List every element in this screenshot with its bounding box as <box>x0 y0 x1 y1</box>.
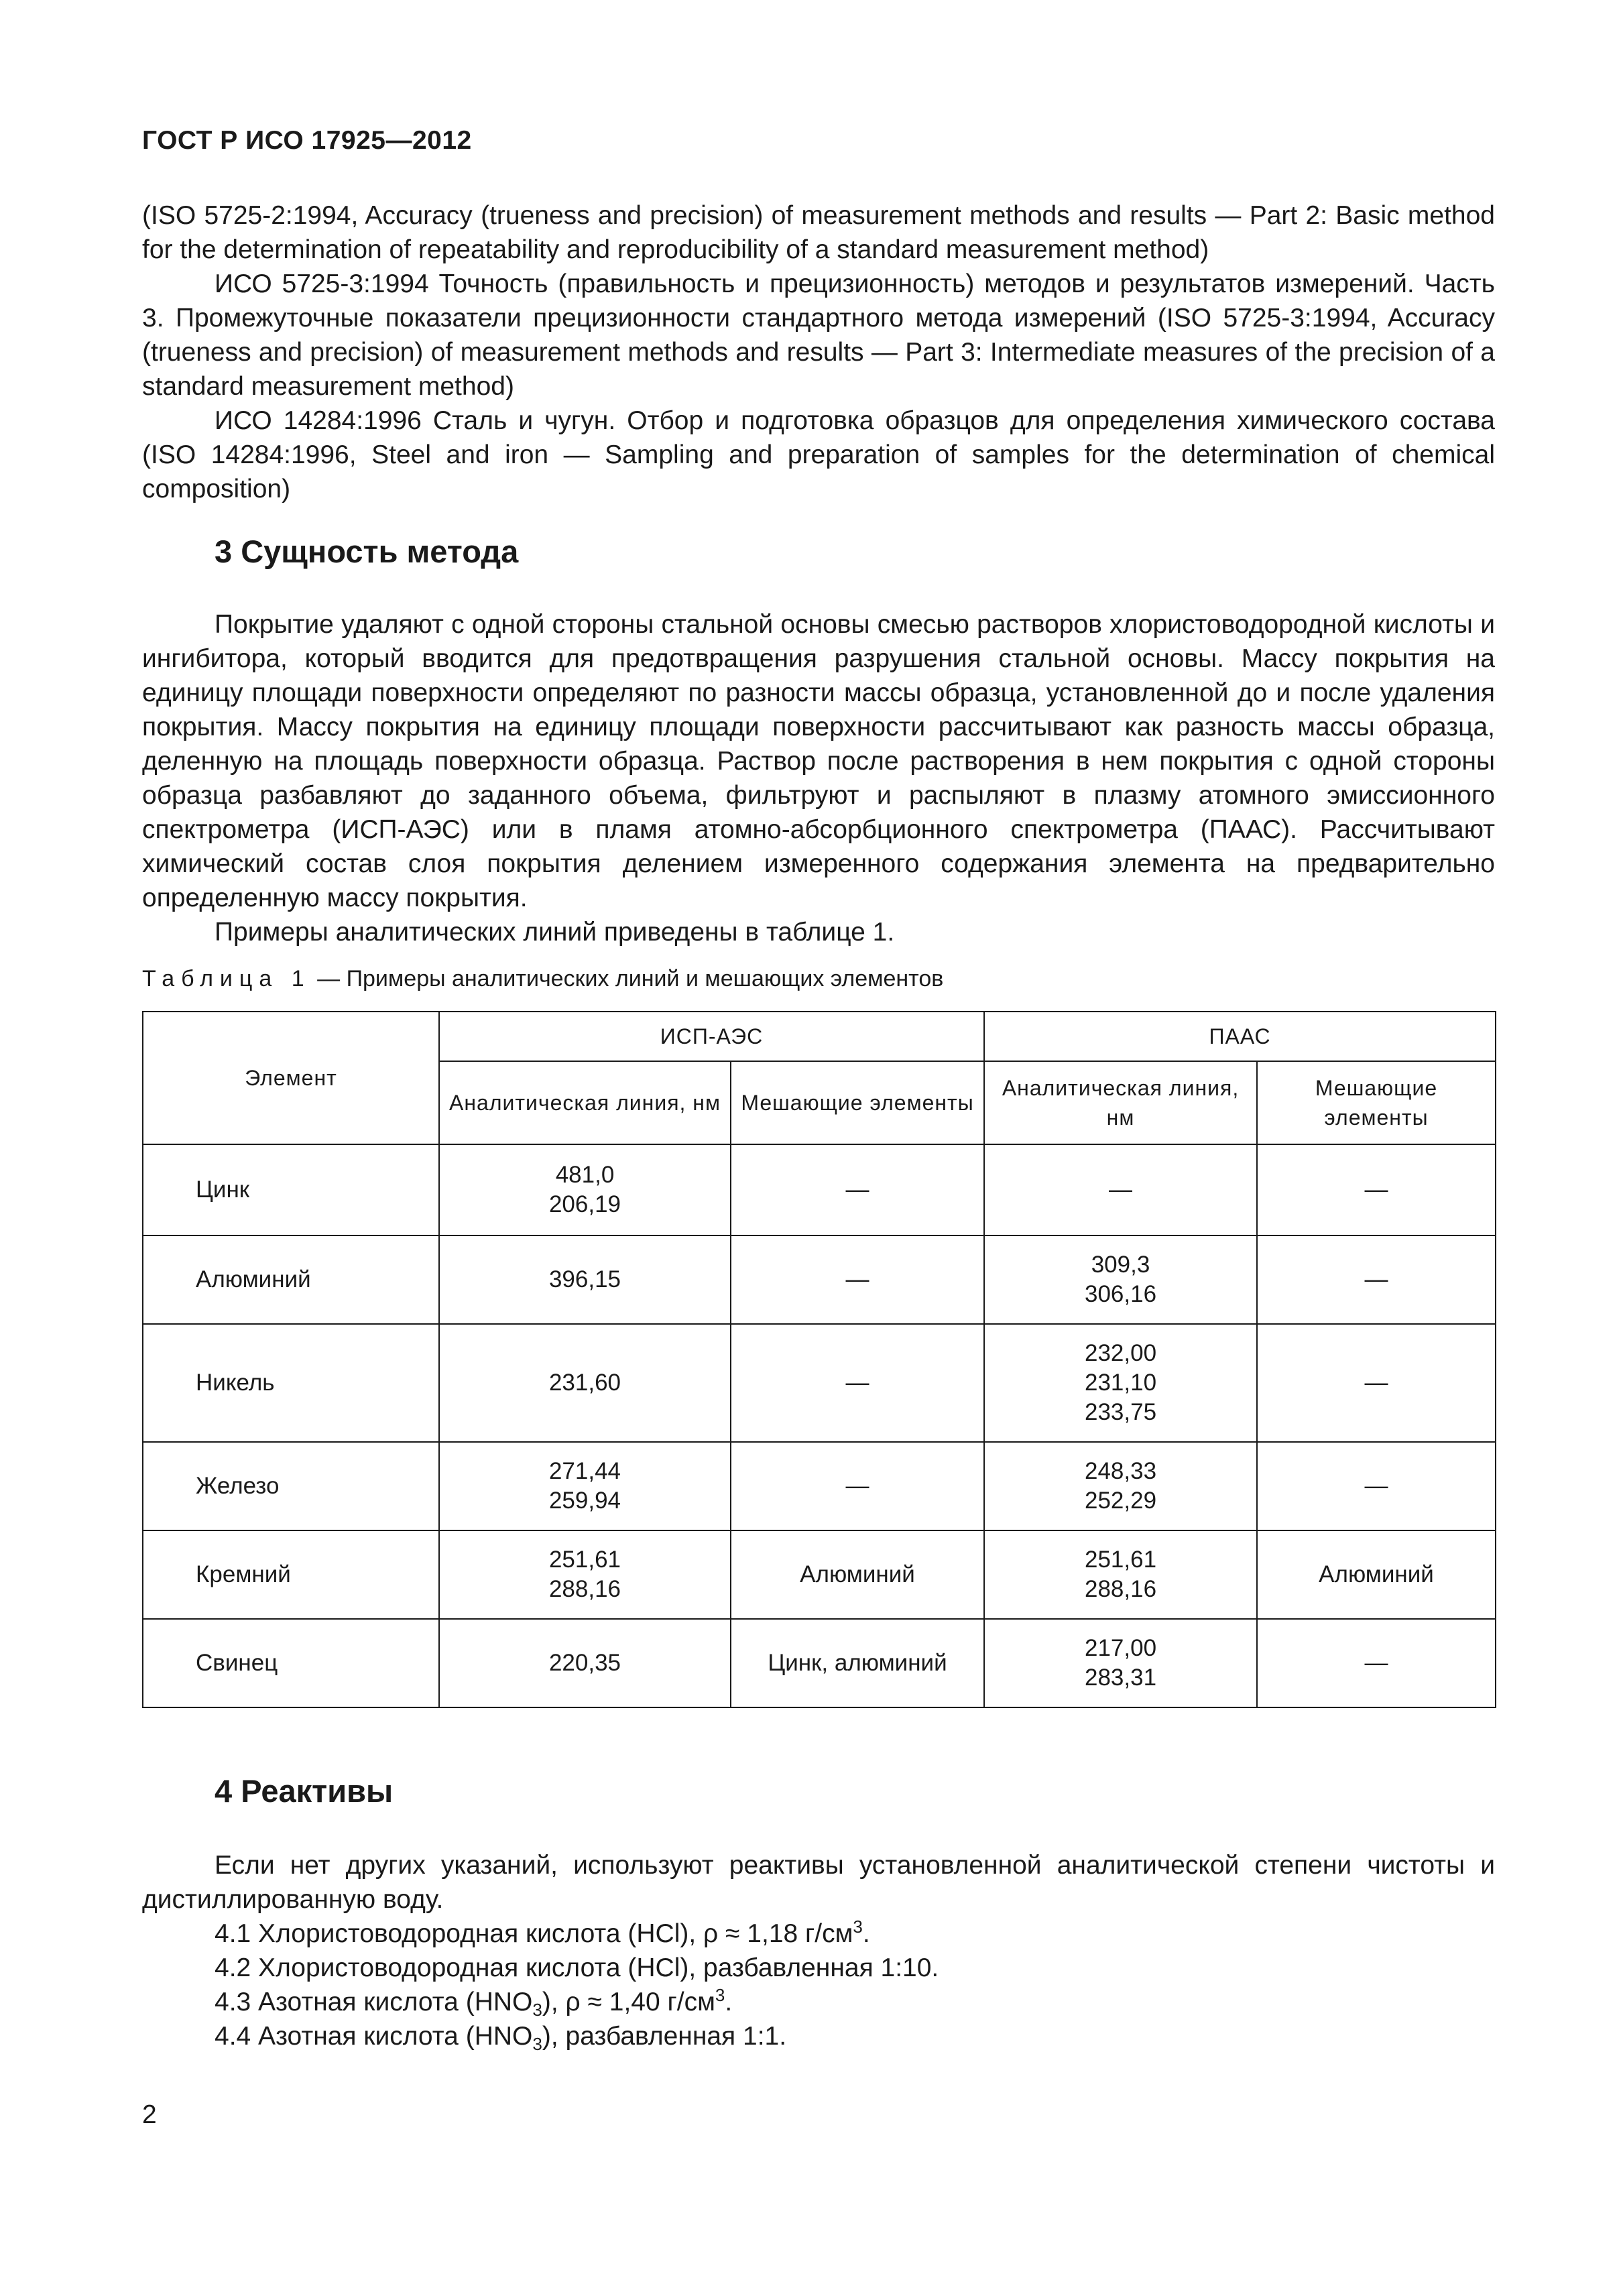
cell-icp-line: 251,61 288,16 <box>439 1530 731 1619</box>
cell-aas-line: 248,33 252,29 <box>984 1442 1257 1530</box>
cell-element: Кремний <box>143 1530 439 1619</box>
cell-icp-interfering: — <box>731 1144 984 1235</box>
cell-aas-line: 232,00 231,10 233,75 <box>984 1324 1257 1442</box>
section-3-paragraph: Покрытие удаляют с одной стороны стальной основы смесью растворов хлористоводородной кислоты и ингибитора, который вводится для предотвращения разрушения стальной основы. Массу покрытия на единицу площади поверхности определяют по разности массы образца, установленной до и после удаления покрытия. Массу покрытия на единицу площади поверхности рассчитывают как разность массы образца, деленную на площадь поверхности образца. Раствор после растворения в нем покрытия с одной стороны образца разбавляют до заданного объема, фильтруют и распыляют в плазму атомного эмиссионного спектрометра (ИСП-АЭС) или в пламя атомно-абсорбционного спектрометра (ПААС). Рассчитывают химический состав слоя покрытия делением измеренного содержания элемента на предварительно определенную массу покрытия. <box>142 610 1495 912</box>
reference-paragraph: (ISO 5725-2:1994, Accuracy (trueness and precision) of measurement methods and results — Part 2: Basic method for the determination of repeatability and reproducibility of a standard measurement method) <box>142 201 1495 264</box>
cell-aas-interfering: — <box>1257 1144 1496 1235</box>
header-icp-aes: ИСП-АЭС <box>439 1012 984 1061</box>
cell-aas-line: 251,61 288,16 <box>984 1530 1257 1619</box>
cell-element: Свинец <box>143 1619 439 1707</box>
section-3-heading: 3 Сущность метода <box>215 534 519 569</box>
cell-icp-line: 231,60 <box>439 1324 731 1442</box>
cell-icp-interfering: — <box>731 1442 984 1530</box>
table-body <box>143 1144 1496 1707</box>
page-number: 2 <box>142 2100 157 2129</box>
header-aas-interfering: Мешающие элементы <box>1257 1061 1496 1144</box>
cell-icp-interfering: — <box>731 1235 984 1324</box>
cell-aas-interfering: — <box>1257 1619 1496 1707</box>
header-aas-line: Аналитическая линия, нм <box>984 1061 1257 1144</box>
cell-icp-interfering: — <box>731 1324 984 1442</box>
table-row <box>143 1324 1496 1442</box>
cell-aas-line: 309,3 306,16 <box>984 1235 1257 1324</box>
analytical-lines-table <box>142 1011 1496 1708</box>
table-row <box>143 1144 1496 1235</box>
header-faas: ПААС <box>984 1012 1496 1061</box>
table-caption-text: — Примеры аналитических линий и мешающих элементов <box>310 966 944 991</box>
section-4-intro: Если нет других указаний, используют реактивы установленной аналитической степени чистоты и дистиллированную воду. <box>142 1851 1495 1914</box>
header-icp-line: Аналитическая линия, нм <box>439 1061 731 1144</box>
cell-icp-line: 271,44 259,94 <box>439 1442 731 1530</box>
section-3-paragraph: Примеры аналитических линий приведены в таблице 1. <box>215 918 895 947</box>
page-content <box>142 198 1495 2053</box>
cell-icp-line: 396,15 <box>439 1235 731 1324</box>
table-row <box>143 1530 1496 1619</box>
reagent-item: 4.1 Хлористоводородная кислота (HCl), ρ ≈ 1,18 $г/см^3$. <box>215 1917 870 1948</box>
cell-element: Цинк <box>143 1144 439 1235</box>
cell-element: Никель <box>143 1324 439 1442</box>
cell-icp-line: 481,0 206,19 <box>439 1144 731 1235</box>
table-row <box>143 1442 1496 1530</box>
section-4-heading: 4 Реактивы <box>215 1773 394 1809</box>
cell-element: Алюминий <box>143 1235 439 1324</box>
reagent-item: 4.4 Азотная кислота $(HNO_3)$, разбавленная 1:1. <box>215 2022 787 2054</box>
table-caption-label: Таблица 1 <box>142 966 311 991</box>
cell-aas-interfering: — <box>1257 1324 1496 1442</box>
table-row <box>143 1235 1496 1324</box>
reagent-item: 4.3 Азотная кислота $(HNO_3)$, ρ ≈ 1,40 $г/см^3$. <box>215 1985 733 2020</box>
cell-aas-line: 217,00 283,31 <box>984 1619 1257 1707</box>
cell-aas-interfering: — <box>1257 1442 1496 1530</box>
cell-icp-line: 220,35 <box>439 1619 731 1707</box>
document-header: ГОСТ Р ИСО 17925—2012 <box>142 126 472 155</box>
cell-element: Железо <box>143 1442 439 1530</box>
reference-paragraph: ИСО 14284:1996 Сталь и чугун. Отбор и подготовка образцов для определения химического состава (ISO 14284:1996, Steel and iron — Sampling and preparation of samples for the determination of chemical composition) <box>142 406 1495 503</box>
header-icp-interfering: Мешающие элементы <box>731 1061 984 1144</box>
reference-paragraph: ИСО 5725-3:1994 Точность (правильность и прецизионность) методов и результатов измерений. Часть 3. Промежуточные показатели прецизионности стандартного метода измерений (ISO 5725-3:1994, Accuracy (trueness and precision) of measurement methods and results — Part 3: Intermediate measures of the precision of a standard measurement method) <box>142 269 1495 401</box>
cell-aas-interfering: — <box>1257 1235 1496 1324</box>
table-caption <box>142 965 1495 992</box>
cell-icp-interfering: Цинк, алюминий <box>731 1619 984 1707</box>
cell-aas-interfering: Алюминий <box>1257 1530 1496 1619</box>
table-row <box>143 1619 1496 1707</box>
cell-aas-line: — <box>984 1144 1257 1235</box>
header-element: Элемент <box>143 1012 439 1144</box>
reagent-item: 4.2 Хлористоводородная кислота (HCl), разбавленная 1:10. <box>215 1953 939 1982</box>
cell-icp-interfering: Алюминий <box>731 1530 984 1619</box>
